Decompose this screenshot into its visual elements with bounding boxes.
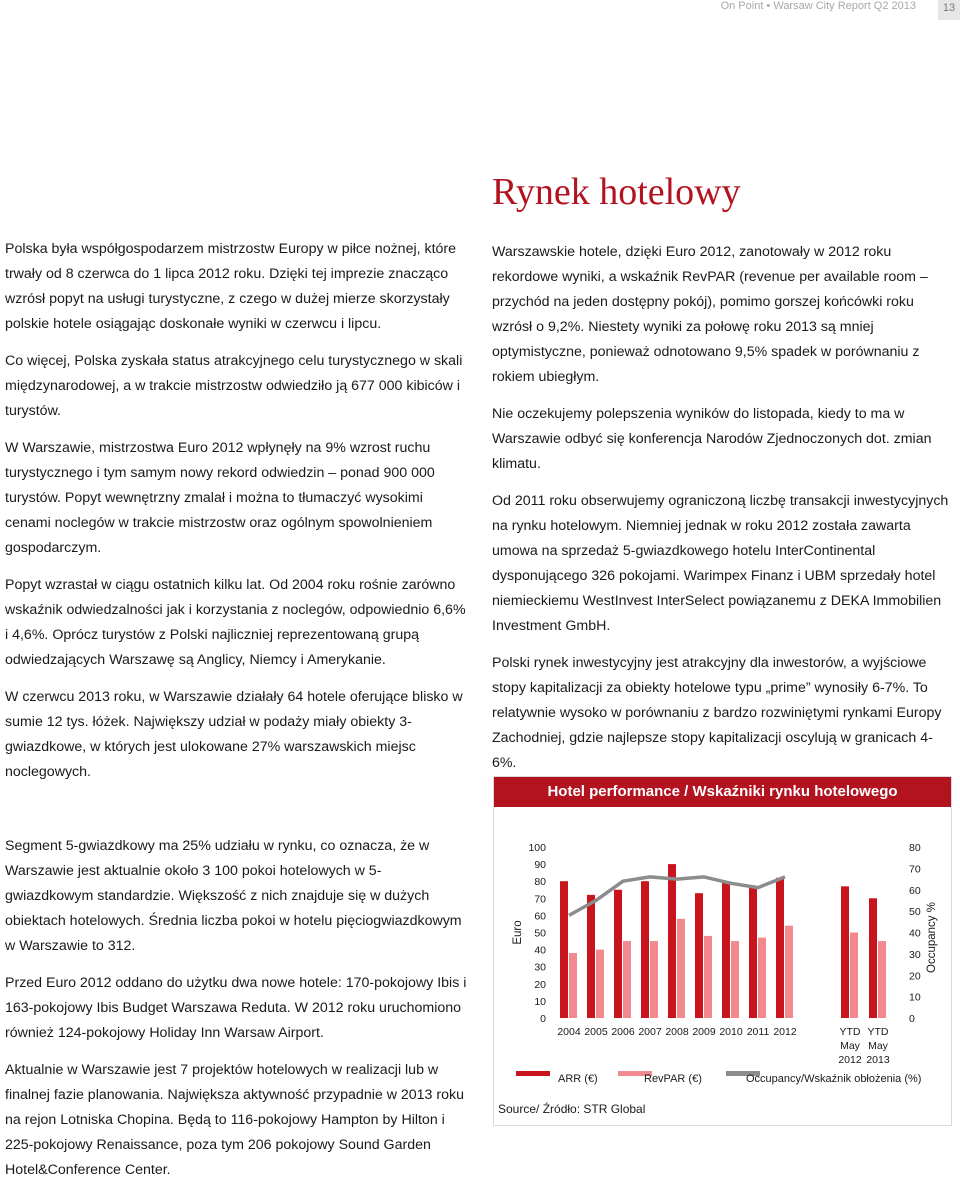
y2-tick-label: 60: [909, 884, 921, 897]
x-tick-label: 2010: [719, 1026, 743, 1038]
arr-bar: [668, 864, 676, 1018]
hotel-performance-chart: [493, 776, 952, 1126]
y-tick-label: 40: [534, 944, 546, 957]
left-column-lower: [5, 834, 467, 1195]
revpar-bar: [677, 919, 685, 1018]
x-tick-label: 2004: [557, 1026, 581, 1038]
right-column: [492, 240, 954, 788]
paragraph: Warszawskie hotele, dzięki Euro 2012, zanotowały w 2012 roku rekordowe wyniki, a wskaźnik RevPAR (revenue per available room – przychód na jeden dostępny pokój), pomimo gorszej końcówki roku wzrósł o 9,2%. Niestety wyniki za połowę roku 2013 są mniej optymistyczne, ponieważ odnotowano 9,5% spadek w porównaniu z rokiem ubiegłym.: [492, 244, 928, 385]
y-axis-title: Euro: [512, 920, 524, 945]
paragraph: Polska była współgospodarzem mistrzostw Europy w piłce nożnej, które trwały od 8 czerwca do 1 lipca 2012 roku. Dzięki tej imprezie znacząco wzrósł popyt na usługi turystyczne, z czego w dużej mierze skorzystały polskie hotele osiągając doskonałe wyniki w czerwcu i lipcu.: [5, 241, 457, 332]
y2-tick-label: 80: [909, 842, 921, 854]
y-tick-label: 50: [534, 927, 546, 940]
paragraph: Aktualnie w Warszawie jest 7 projektów hotelowych w realizacji lub w finalnej fazie planowania. Największa aktywność przypadnie w 2013 roku na rejon Lotniska Chopina. Będą to 116-pokojowy Hampton by Hilton i 225-pokojowy Renaissance, poza tym 206 pokojowy Sound Garden Hotel&Conference Center.: [5, 1062, 464, 1178]
y2-tick-label: 70: [909, 863, 921, 876]
arr-bar: [841, 886, 849, 1018]
paragraph: Co więcej, Polska zyskała status atrakcyjnego celu turystycznego w skali międzynarodowej, a w trakcie mistrzostw odwiedziło ją 677 000 kibiców i turystów.: [5, 353, 463, 419]
arr-bar: [776, 878, 784, 1018]
y-tick-label: 0: [540, 1013, 546, 1025]
revpar-bar: [850, 933, 858, 1019]
x-tick-label: 2009: [692, 1026, 716, 1038]
chart-title: Hotel performance / Wskaźniki rynku hotelowego: [494, 777, 951, 807]
paragraph: W Warszawie, mistrzostwa Euro 2012 wpłynęły na 9% wzrost ruchu turystycznego i tym samym nowy rekord odwiedzin – ponad 900 000 turystów. Popyt wewnętrzny zmalał i można to tłumaczyć wysokimi cenami noclegów w trakcie mistrzostw oraz ogólnym spowolnieniem gospodarczym.: [5, 440, 435, 556]
report-title: On Point • Warsaw City Report Q2 2013: [720, 0, 916, 12]
y-tick-label: 90: [534, 859, 546, 872]
x-tick-label: YTD: [839, 1026, 861, 1038]
x-tick-label: 2006: [611, 1026, 635, 1038]
paragraph: Przed Euro 2012 oddano do użytku dwa nowe hotele: 170-pokojowy Ibis i 163-pokojowy Ibis Budget Warszawa Reduta. W 2012 roku uruchomiono również 124-pokojowy Holiday Inn Warsaw Airport.: [5, 975, 467, 1041]
revpar-bar: [650, 941, 658, 1018]
chart-source: Source/ Źródło: STR Global: [498, 1102, 646, 1116]
x-tick-label: 2013: [866, 1054, 890, 1066]
paragraph: Polski rynek inwestycyjny jest atrakcyjny dla inwestorów, a wyjściowe stopy kapitalizacji za obiekty hotelowe typu „prime” wynosiły 6-7%. To relatywnie wysoko w porównaniu z bardzo rozwiniętymi rynkami Europy Zachodniej, gdzie najlepsze stopy kapitalizacji oscylują w granicach 4-6%.: [492, 655, 942, 771]
arr-bar: [695, 893, 703, 1018]
chart-canvas: [494, 777, 951, 1125]
revpar-bar: [758, 938, 766, 1018]
y2-tick-label: 40: [909, 927, 921, 940]
y-tick-label: 70: [534, 893, 546, 906]
revpar-bar: [623, 941, 631, 1018]
legend-occupancy-label: Occupancy/Wskaźnik obłożenia (%): [746, 1073, 922, 1085]
y2-axis-title: Occupancy %: [926, 902, 938, 973]
y2-tick-label: 30: [909, 948, 921, 961]
arr-bar: [614, 890, 622, 1018]
y-tick-label: 60: [534, 910, 546, 923]
arr-bar: [560, 881, 568, 1018]
paragraph: Od 2011 roku obserwujemy ograniczoną liczbę transakcji inwestycyjnych na rynku hotelowym. Niemniej jednak w roku 2012 została zawarta umowa na sprzedaż 5-gwiazdkowego hotelu InterContinental dysponującego 326 pokojami. Warimpex Finanz i UBM sprzedały hotel niemieckiemu WestInvest InterSelect powiązanemu z DEKA Immobilien Investment GmbH.: [492, 493, 949, 634]
y-tick-label: 10: [534, 995, 546, 1008]
x-tick-label: May: [868, 1040, 888, 1052]
legend-arr-swatch: [516, 1071, 550, 1076]
x-tick-label: 2012: [838, 1054, 862, 1066]
y2-tick-label: 0: [909, 1013, 915, 1025]
y-tick-label: 100: [528, 842, 546, 854]
paragraph: Popyt wzrastał w ciągu ostatnich kilku lat. Od 2004 roku rośnie zarówno wskaźnik odwiedzalności jak i korzystania z noclegów, odpowiednio 6,6% i 4,6%. Oprócz turystów z Polski najliczniej reprezentowaną grupą odwiedzających Warszawę są Anglicy, Niemcy i Amerykanie.: [5, 577, 466, 668]
x-tick-label: YTD: [867, 1026, 889, 1038]
x-tick-label: 2005: [584, 1026, 608, 1038]
y-tick-label: 80: [534, 876, 546, 889]
revpar-bar: [785, 926, 793, 1018]
arr-bar: [749, 886, 757, 1018]
y2-tick-label: 10: [909, 991, 921, 1004]
paragraph: Segment 5-gwiazdkowy ma 25% udziału w rynku, co oznacza, że w Warszawie jest aktualnie około 3 100 pokoi hotelowych w 5-gwiazdkowym standardzie. Większość z nich znajduje się w dużych obiektach hotelowych. Średnia liczba pokoi w hotelu pięciogwiazdkowym w Warszawie to 312.: [5, 838, 462, 954]
legend-arr-label: ARR (€): [558, 1073, 598, 1085]
arr-bar: [587, 895, 595, 1018]
section-title: Rynek hotelowy: [492, 171, 741, 213]
legend-revpar-label: RevPAR (€): [644, 1073, 702, 1085]
revpar-bar: [596, 950, 604, 1018]
page-number: 13: [938, 0, 960, 20]
y2-tick-label: 20: [909, 970, 921, 983]
y-tick-label: 30: [534, 961, 546, 974]
paragraph: Nie oczekujemy polepszenia wyników do listopada, kiedy to ma w Warszawie odbyć się konferencja Narodów Zjednoczonych dot. zmian klimatu.: [492, 406, 932, 472]
revpar-bar: [878, 941, 886, 1018]
paragraph: W czerwcu 2013 roku, w Warszawie działały 64 hotele oferujące blisko w sumie 12 tys. łóżek. Największy udział w podaży miały obiekty 3-gwiazdkowe, w których jest ulokowane 27% warszawskich miejsc noclegowych.: [5, 689, 463, 780]
y-tick-label: 20: [534, 978, 546, 991]
x-tick-label: 2011: [746, 1026, 770, 1038]
x-tick-label: 2007: [638, 1026, 662, 1038]
x-tick-label: 2008: [665, 1026, 689, 1038]
revpar-bar: [704, 936, 712, 1018]
arr-bar: [869, 898, 877, 1018]
y2-tick-label: 50: [909, 906, 921, 919]
arr-bar: [641, 881, 649, 1018]
left-column: [5, 237, 467, 797]
x-tick-label: May: [840, 1040, 860, 1052]
arr-bar: [722, 881, 730, 1018]
page-header: [0, 0, 960, 22]
revpar-bar: [731, 941, 739, 1018]
x-tick-label: 2012: [773, 1026, 797, 1038]
revpar-bar: [569, 953, 577, 1018]
